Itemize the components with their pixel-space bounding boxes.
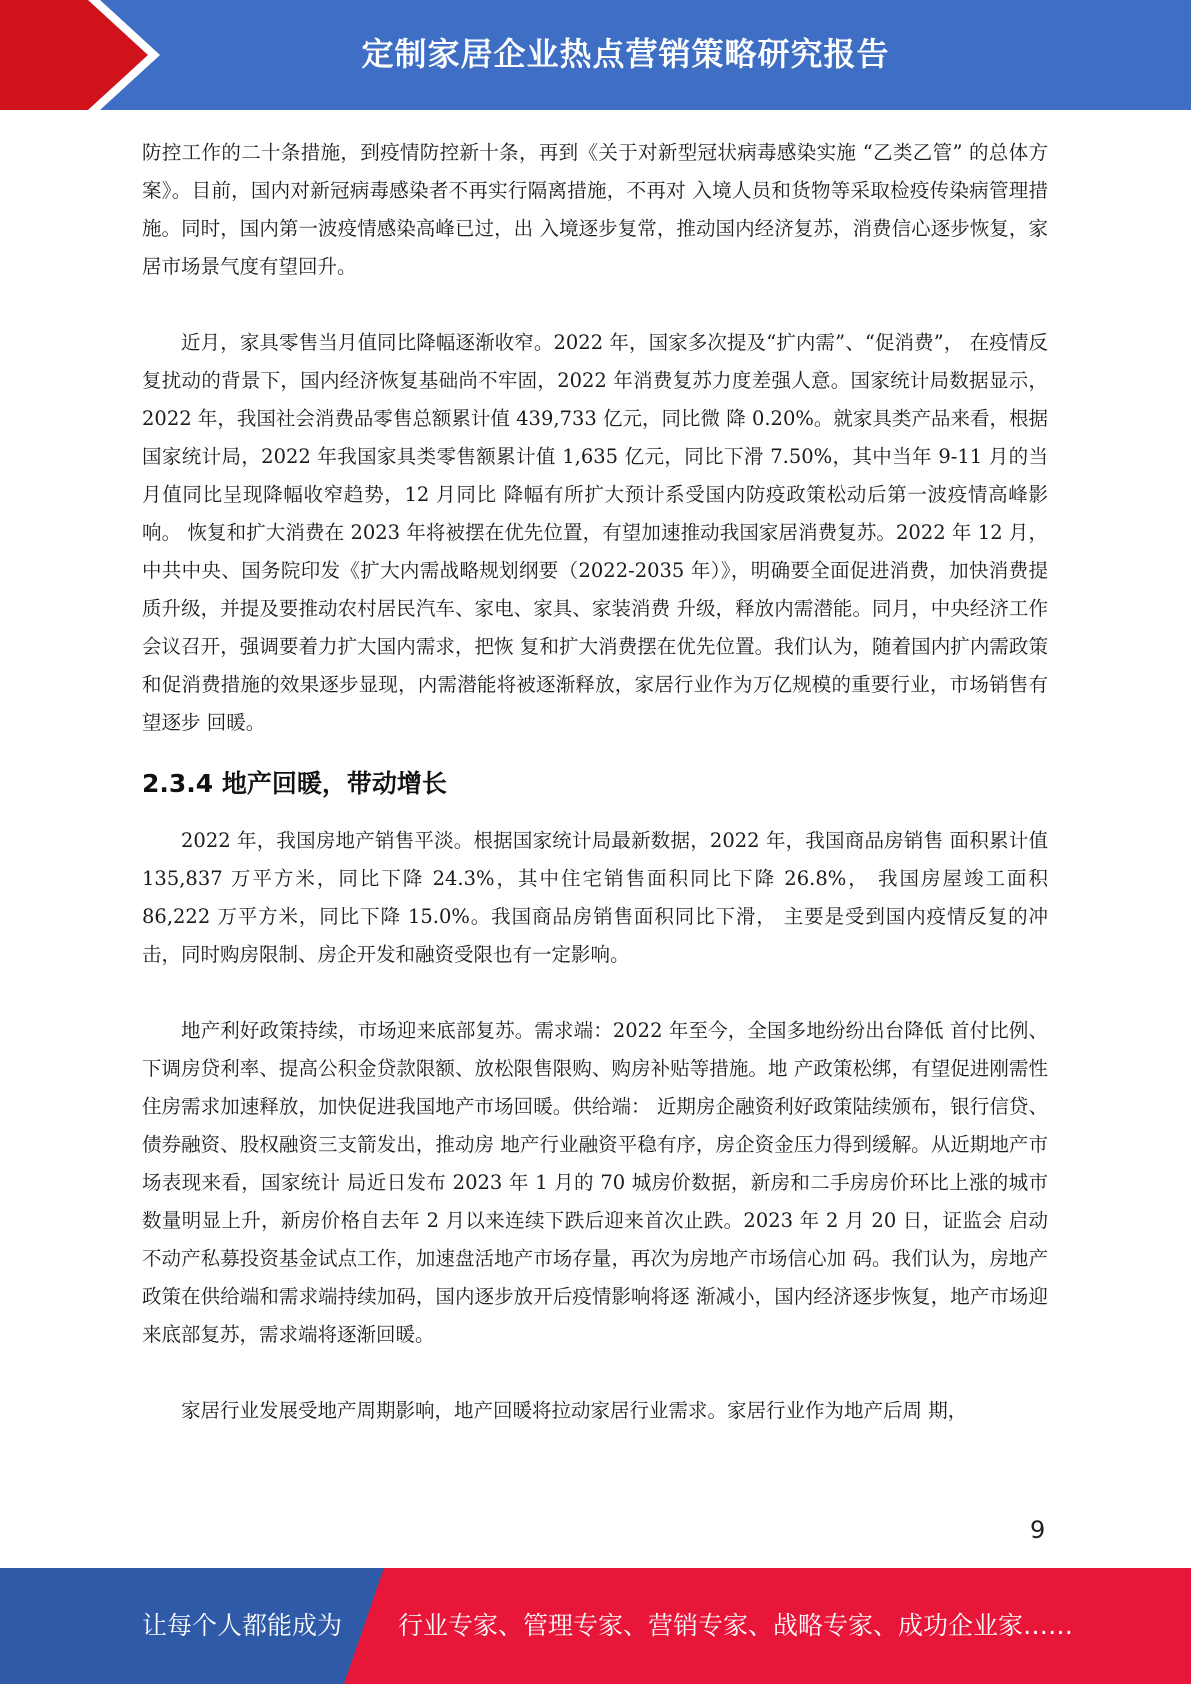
section-heading: 2.3.4 地产回暖，带动增长 xyxy=(142,769,447,798)
page-header xyxy=(0,0,1191,110)
paragraph: 防控工作的二十条措施，到疫情防控新十条，再到《关于对新型冠状病毒感染实施 “乙类乙管” 的总体方案》。目前，国内对新冠病毒感染者不再实行隔离措施，不再对 入境人员和货物等采取检疫传染病管理措施。同时，国内第一波疫情感染高峰已过，出 入境逐步复常，推动国内经济复苏，消费信心逐步恢复，家居市场景气度有望回升。 xyxy=(142,141,1048,278)
page-number: 9 xyxy=(1030,1516,1046,1544)
footer-slogan-left: 让每个人都能成为 xyxy=(142,1611,343,1640)
paragraph: 地产利好政策持续，市场迎来底部复苏。需求端：2022 年至今，全国多地纷纷出台降低 首付比例、下调房贷利率、提高公积金贷款限额、放松限售限购、购房补贴等措施。地 产政策松绑，有望促进刚需性住房需求加速释放，加快促进我国地产市场回暖。供给端： 近期房企融资利好政策陆续颁布，银行信贷、债券融资、股权融资三支箭发出，推动房 地产行业融资平稳有序，房企资金压力得到缓解。从近期地产市场表现来看，国家统计 局近日发布 2023 年 1 月的 70 城房价数据，新房和二手房房价环比上涨的城市数量明显上升，新房价格自去年 2 月以来连续下跌后迎来首次止跌。2023 年 2 月 20 日，证监会 启动不动产私募投资基金试点工作，加速盘活地产市场存量，再次为房地产市场信心加 码。我们认为，房地产政策在供给端和需求端持续加码，国内逐步放开后疫情影响将逐 渐减小，国内经济逐步恢复，地产市场迎来底部复苏，需求端将逐渐回暖。 xyxy=(142,1019,1048,1346)
report-title: 定制家居企业热点营销策略研究报告 xyxy=(361,35,890,73)
paragraph: 2022 年，我国房地产销售平淡。根据国家统计局最新数据，2022 年，我国商品房销售 面积累计值 135,837 万平方米，同比下降 24.3%，其中住宅销售面积同比下降 26.8%， 我国房屋竣工面积 86,222 万平方米，同比下降 15.0%。我国商品房销售面积同比下滑， 主要是受到国内疫情反复的冲击，同时购房限制、房企开发和融资受限也有一定影响。 xyxy=(142,829,1048,966)
document-body xyxy=(142,134,1048,1430)
paragraph: 家居行业发展受地产周期影响，地产回暖将拉动家居行业需求。家居行业作为地产后周 期， xyxy=(181,1399,968,1422)
paragraph: 近月，家具零售当月值同比降幅逐渐收窄。2022 年，国家多次提及“扩内需”、“促消费”， 在疫情反复扰动的背景下，国内经济恢复基础尚不牢固，2022 年消费复苏力度差强人意。国家统计局数据显示，2022 年，我国社会消费品零售总额累计值 439,733 亿元，同比微 降 0.20%。就家具类产品来看，根据国家统计局，2022 年我国家具类零售额累计值 1,635 亿元，同比下滑 7.50%，其中当年 9-11 月的当月值同比呈现降幅收窄趋势，12 月同比 降幅有所扩大预计系受国内防疫政策松动后第一波疫情高峰影响。 恢复和扩大消费在 2023 年将被摆在优先位置，有望加速推动我国家居消费复苏。2022 年 12 月，中共中央、国务院印发《扩大内需战略规划纲要（2022-2035 年）》，明确要全面促进消费，加快消费提质升级，并提及要推动农村居民汽车、家电、家具、家装消费 升级，释放内需潜能。同月，中央经济工作会议召开，强调要着力扩大国内需求，把恢 复和扩大消费摆在优先位置。我们认为，随着国内扩内需政策和促消费措施的效果逐步显现，内需潜能将被逐渐释放，家居行业作为万亿规模的重要行业，市场销售有望逐步 回暖。 xyxy=(142,331,1048,734)
page-footer xyxy=(0,1568,1191,1684)
footer-slogan-right: 行业专家、管理专家、营销专家、战略专家、成功企业家…… xyxy=(398,1611,1074,1640)
